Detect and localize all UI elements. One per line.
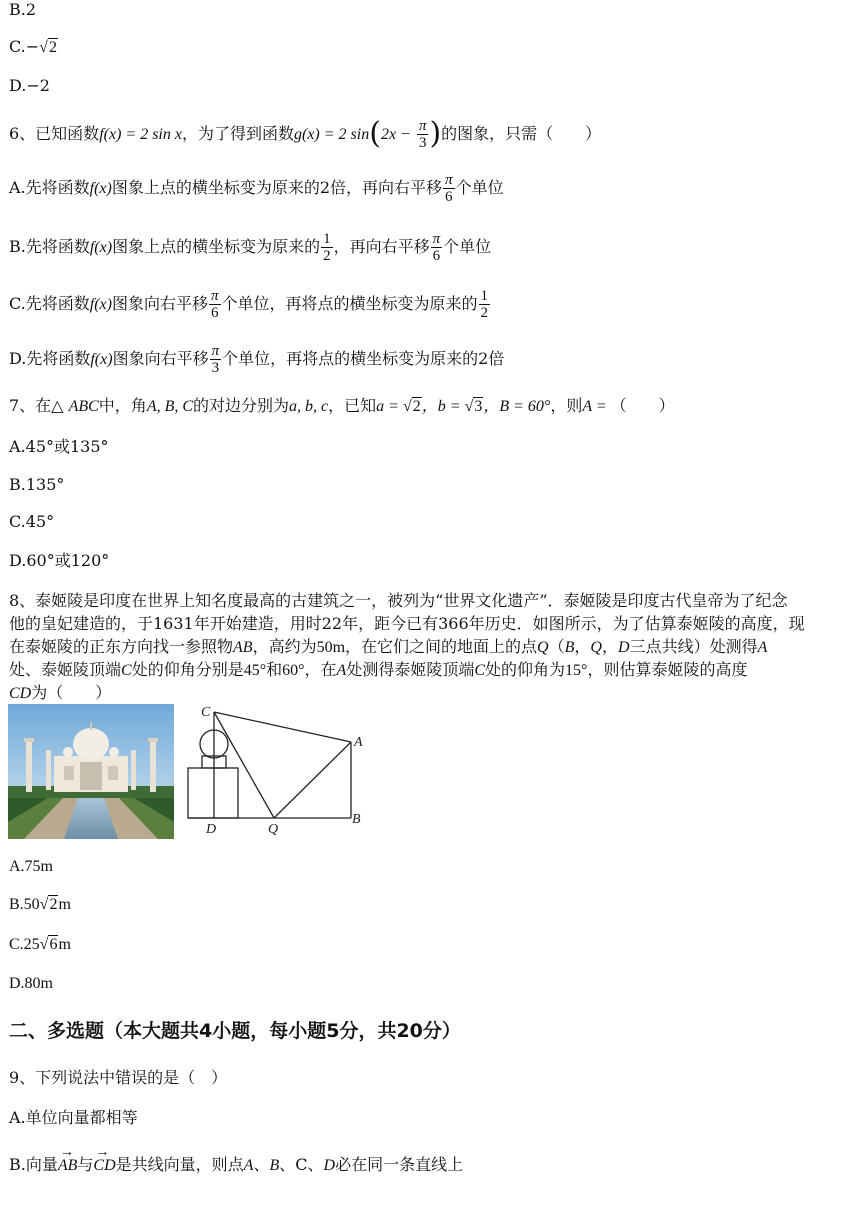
q8-line-4: 处、泰姬陵顶端C处的仰角分别是45°和60°，在A处测得泰姬陵顶端C处的仰角为15°，则估算泰姬陵的高度 bbox=[9, 660, 748, 679]
vector-cd: → CD bbox=[93, 1156, 115, 1176]
q8-option-a: A.75m bbox=[9, 858, 53, 875]
q5-option-c: C.−√2 bbox=[9, 37, 57, 56]
fig-label-d: D bbox=[206, 822, 217, 837]
fig-label-c: C bbox=[201, 705, 211, 720]
q8-line-5: CD为（ ） bbox=[9, 683, 112, 702]
q6-option-a: A.先将函数f(x)图象上点的横坐标变为原来的2倍，再向右平移 $\frac{\pi}{6}$ 个单位 bbox=[9, 172, 504, 205]
q8-option-b: B.50√2m bbox=[9, 896, 71, 913]
q9-stem: 9、下列说法中错误的是（ ） bbox=[9, 1068, 228, 1087]
vector-ab: → AB bbox=[58, 1156, 78, 1176]
q8-option-c: C.25√6m bbox=[9, 936, 71, 953]
geometry-diagram bbox=[180, 700, 370, 840]
fig-label-a: A bbox=[354, 735, 363, 750]
q5-option-d: D.−2 bbox=[9, 76, 50, 95]
section-heading: 二、多选题（本大题共4小题，每小题5分，共20分） bbox=[9, 1020, 461, 1042]
q6-option-d: D.先将函数f(x)图象向右平移 $\frac{\pi}{3}$ 个单位，再将点的横坐标变为原来的2倍 bbox=[9, 343, 505, 376]
q7-option-b: B.135° bbox=[9, 475, 65, 494]
q9-option-b: B.向量→ AB与→ CD是共线向量，则点A、B、C、D必在同一条直线上 bbox=[9, 1155, 463, 1176]
taj-mahal-photo bbox=[8, 704, 174, 839]
q7-option-a: A.45°或135° bbox=[9, 437, 109, 456]
q6-option-c: C.先将函数f(x)图象向右平移 $\frac{\pi}{6}$ 个单位，再将点的横坐标变为原来的 $\frac{1}{2}$ bbox=[9, 288, 489, 321]
q6-option-b: B.先将函数f(x)图象上点的横坐标变为原来的 $\frac{1}{2}$ ，再向右平移 $\frac{\pi}{6}$ 个单位 bbox=[9, 231, 492, 264]
fig-label-q: Q bbox=[268, 822, 279, 837]
q7-stem: 7、在△ ABC中，角A, B, C的对边分别为a, b, c，已知a = √2，b = √3，B = 60°，则A = （ ） bbox=[9, 396, 675, 415]
q8-line-3: 在泰姬陵的正东方向找一参照物AB，高约为50m，在它们之间的地面上的点Q（B，Q，D三点共线）处测得A bbox=[9, 637, 768, 656]
q8-option-d: D.80m bbox=[9, 975, 53, 992]
q8-line-2: 他的皇妃建造的，于1631年开始建造，用时22年，距今已有366年历史．如图所示，为了估算泰姬陵的高度，现 bbox=[9, 614, 805, 633]
fig-label-b: B bbox=[352, 812, 361, 827]
q8-line-1: 8、泰姬陵是印度在世界上知名度最高的古建筑之一，被列为“世界文化遗产”．泰姬陵是印度古代皇帝为了纪念 bbox=[9, 591, 788, 610]
q7-option-d: D.60°或120° bbox=[9, 551, 110, 570]
q9-option-a: A.单位向量都相等 bbox=[9, 1108, 138, 1127]
q6-stem: 6、已知函数f(x) = 2 sin x，为了得到函数g(x) = 2 sin(2x − $\frac{\pi}{3}$ )的图象，只需（ ） bbox=[9, 116, 602, 151]
q7-option-c: C.45° bbox=[9, 512, 55, 531]
q5-option-b: B.2 bbox=[9, 0, 37, 19]
